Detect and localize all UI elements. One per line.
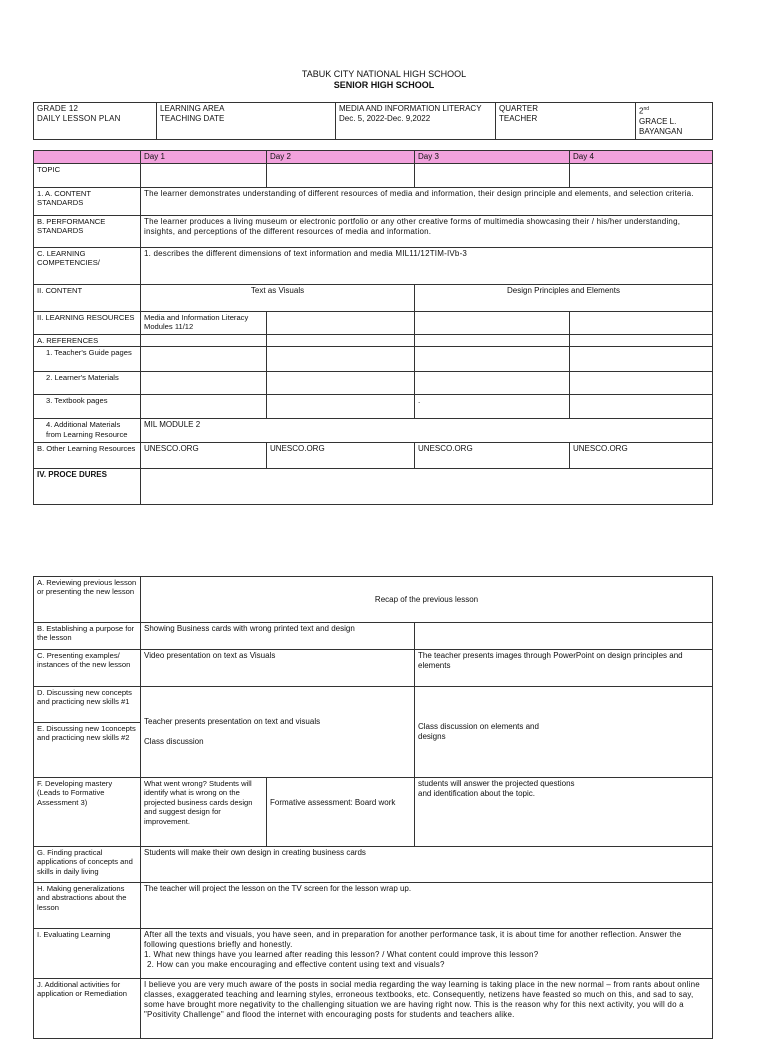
performance-standards-row: [34, 216, 713, 248]
learning-area-label: LEARNING AREA: [160, 104, 225, 113]
resources-day-4: [570, 312, 713, 335]
discussing-right-text: Class discussion on elements and designs: [418, 722, 539, 741]
purpose-label: B. Establishing a purpose for the lesson: [34, 623, 141, 650]
quarter-suffix: nd: [643, 106, 650, 112]
discussing-left-line2: Class discussion: [144, 737, 204, 746]
mastery-label: F. Developing mastery (Leads to Formative Assessment 3): [34, 778, 141, 847]
applications-row: [34, 847, 713, 883]
performance-standards-label: B. PERFORMANCE STANDARDS: [34, 216, 141, 248]
other-resources-day-1: UNESCO.ORG: [141, 443, 267, 469]
additional-materials-row: [34, 419, 713, 443]
procedures-value: [141, 469, 713, 505]
other-resources-day-3: UNESCO.ORG: [415, 443, 570, 469]
resources-row: [34, 312, 713, 335]
teaching-date-label: TEACHING DATE: [160, 114, 225, 123]
resources-day-1: Media and Information Literacy Modules 11/12: [141, 312, 267, 335]
content-design-principles: Design Principles and Elements: [415, 285, 713, 312]
additional-materials-label: 4. Additional Materials from Learning Resource: [34, 419, 141, 443]
teachers-guide-day-4: [570, 347, 713, 372]
school-division: SENIOR HIGH SCHOOL: [333, 80, 435, 90]
teachers-guide-day-3: [415, 347, 570, 372]
learners-materials-day-3: [415, 372, 570, 395]
textbook-day-1: [141, 395, 267, 419]
other-resources-row: [34, 443, 713, 469]
topic-day-3: [415, 164, 570, 188]
teacher-label: TEACHER: [499, 114, 538, 123]
learning-area-value: MEDIA AND INFORMATION LITERACY: [339, 104, 482, 113]
references-day-2: [267, 335, 415, 347]
quarter-label: QUARTER: [499, 104, 538, 113]
discussing-1-row: [34, 687, 713, 723]
area-date-values: [336, 103, 496, 140]
presenting-left: Video presentation on text as Visuals: [141, 650, 415, 687]
purpose-value: Showing Business cards with wrong printed text and design: [141, 623, 415, 650]
topic-day-2: [267, 164, 415, 188]
learners-materials-day-1: [141, 372, 267, 395]
additional-materials-value: MIL MODULE 2: [141, 419, 713, 443]
teachers-guide-day-2: [267, 347, 415, 372]
area-date-labels: [157, 103, 336, 140]
references-day-4: [570, 335, 713, 347]
procedures-table: [33, 576, 713, 1039]
teachers-guide-row: [34, 347, 713, 372]
references-day-3: [415, 335, 570, 347]
teaching-date-value: Dec. 5, 2022-Dec. 9,2022: [339, 114, 431, 123]
discussing-right: [415, 687, 713, 778]
evaluating-line2: 1. What new things have you learned after reading this lesson? / What content could improve this lesson?: [144, 950, 539, 959]
references-label: A. REFERENCES: [34, 335, 141, 347]
teacher-name-line1: GRACE L.: [639, 116, 677, 126]
discussing-2-label: E. Discussing new 1concepts and practicing new skills #2: [34, 723, 141, 778]
other-resources-label: B. Other Learning Resources: [34, 443, 141, 469]
mastery-row: [34, 778, 713, 847]
content-standards-row: [34, 188, 713, 216]
procedures-row: [34, 469, 713, 505]
days-header-blank: [34, 151, 141, 164]
generalizations-value: The teacher will project the lesson on the TV screen for the lesson wrap up.: [141, 883, 713, 929]
topic-row: [34, 164, 713, 188]
references-day-1: [141, 335, 267, 347]
discussing-left: [141, 687, 415, 778]
learners-materials-day-4: [570, 372, 713, 395]
additional-activities-value: I believe you are very much aware of the posts in social media regarding the way learning is taking place in the new normal – from rants about online classes, exaggerated teaching and learning styles, erroneous textbooks, etc. Consequently, netizens have feasted so much on this, and sad to say, some have brought more negativity to the challenging situation we are having right now. This is the reason why for this next activity, you will do a "Positivity Challenge" and flood the internet with encouraging posts for students and teachers alike.: [141, 979, 713, 1039]
content-standards-label: 1. A. CONTENT STANDARDS: [34, 188, 141, 216]
purpose-row: [34, 623, 713, 650]
mastery-col-2: Formative assessment: Board work: [267, 778, 415, 847]
teachers-guide-day-1: [141, 347, 267, 372]
evaluating-value: [141, 929, 713, 979]
evaluating-line1: After all the texts and visuals, you have seen, and in preparation for another performance task, it is about time for another reflection. Answer the following questions briefly and honestly.: [144, 930, 682, 949]
competencies-row: [34, 248, 713, 285]
days-header-row: [34, 151, 713, 164]
applications-value: Students will make their own design in creating business cards: [141, 847, 713, 883]
presenting-row: [34, 650, 713, 687]
quarter-teacher-values: [636, 103, 713, 140]
grade-cell: [34, 103, 157, 140]
other-resources-day-2: UNESCO.ORG: [267, 443, 415, 469]
resources-day-3: [415, 312, 570, 335]
competencies-value: 1. describes the different dimensions of text information and media MIL11/12TIM-IVb-3: [141, 248, 713, 285]
additional-activities-label: J. Additional activities for application or Remediation: [34, 979, 141, 1039]
school-name: TABUK CITY NATIONAL HIGH SCHOOL: [301, 69, 467, 79]
grade-text: GRADE 12: [37, 104, 79, 113]
topic-label: TOPIC: [34, 164, 141, 188]
mastery-col-1: What went wrong? Students will identify what is wrong on the projected business cards design and suggest design for improvement.: [141, 778, 267, 847]
content-row: [34, 285, 713, 312]
resources-day-2: [267, 312, 415, 335]
learners-materials-row: [34, 372, 713, 395]
quarter-number: 2: [639, 106, 644, 116]
resources-label: II. LEARNING RESOURCES: [34, 312, 141, 335]
discussing-left-line1: Teacher presents presentation on text and visuals: [144, 717, 321, 726]
discussing-1-label: D. Discussing new concepts and practicing new skills #1: [34, 687, 141, 723]
competencies-label: C. LEARNING COMPETENCIES/: [34, 248, 141, 285]
plan-table: [33, 150, 713, 505]
presenting-right: The teacher presents images through PowerPoint on design principles and elements: [415, 650, 713, 687]
teachers-guide-label: 1. Teacher's Guide pages: [34, 347, 141, 372]
mastery-col-3: [415, 778, 713, 847]
reviewing-value: Recap of the previous lesson: [141, 577, 713, 623]
quarter-teacher-labels: [496, 103, 636, 140]
textbook-day-3: .: [415, 395, 570, 419]
reviewing-label: A. Reviewing previous lesson or presenting the new lesson: [34, 577, 141, 623]
textbook-day-2: [267, 395, 415, 419]
day-3-header: Day 3: [415, 151, 570, 164]
content-label: II. CONTENT: [34, 285, 141, 312]
learners-materials-label: 2. Learner's Materials: [34, 372, 141, 395]
textbook-day-4: [570, 395, 713, 419]
mastery-col-3-text: students will answer the projected questions and identification about the topic.: [418, 779, 575, 798]
generalizations-label: H. Making generalizations and abstractions about the lesson: [34, 883, 141, 929]
topic-day-1: [141, 164, 267, 188]
other-resources-day-4: UNESCO.ORG: [570, 443, 713, 469]
presenting-label: C. Presenting examples/ instances of the new lesson: [34, 650, 141, 687]
content-standards-value: The learner demonstrates understanding of different resources of media and information, their design principle and elements, and selection criteria.: [141, 188, 713, 216]
content-text-as-visuals: Text as Visuals: [141, 285, 415, 312]
teacher-name-line2: BAYANGAN: [639, 126, 683, 136]
info-table: [33, 102, 713, 140]
textbook-row: [34, 395, 713, 419]
applications-label: G. Finding practical applications of concepts and skills in daily living: [34, 847, 141, 883]
plan-text: DAILY LESSON PLAN: [37, 114, 121, 123]
evaluating-row: [34, 929, 713, 979]
evaluating-label: I. Evaluating Learning: [34, 929, 141, 979]
topic-day-4: [570, 164, 713, 188]
generalizations-row: [34, 883, 713, 929]
day-1-header: Day 1: [141, 151, 267, 164]
quarter-value: [639, 104, 709, 117]
procedures-label: IV. PROCE DURES: [34, 469, 141, 505]
reviewing-row: [34, 577, 713, 623]
additional-activities-row: [34, 979, 713, 1039]
references-row: [34, 335, 713, 347]
day-2-header: Day 2: [267, 151, 415, 164]
evaluating-line3: 2. How can you make encouraging and effective content using text and visuals?: [147, 960, 445, 969]
day-4-header: Day 4: [570, 151, 713, 164]
performance-standards-value: The learner produces a living museum or electronic portfolio or any other creative forms of multimedia showcasing their / his/her understanding, insights, and perceptions of the different resources of media and information.: [141, 216, 713, 248]
purpose-right: [415, 623, 713, 650]
learners-materials-day-2: [267, 372, 415, 395]
textbook-label: 3. Textbook pages: [34, 395, 141, 419]
